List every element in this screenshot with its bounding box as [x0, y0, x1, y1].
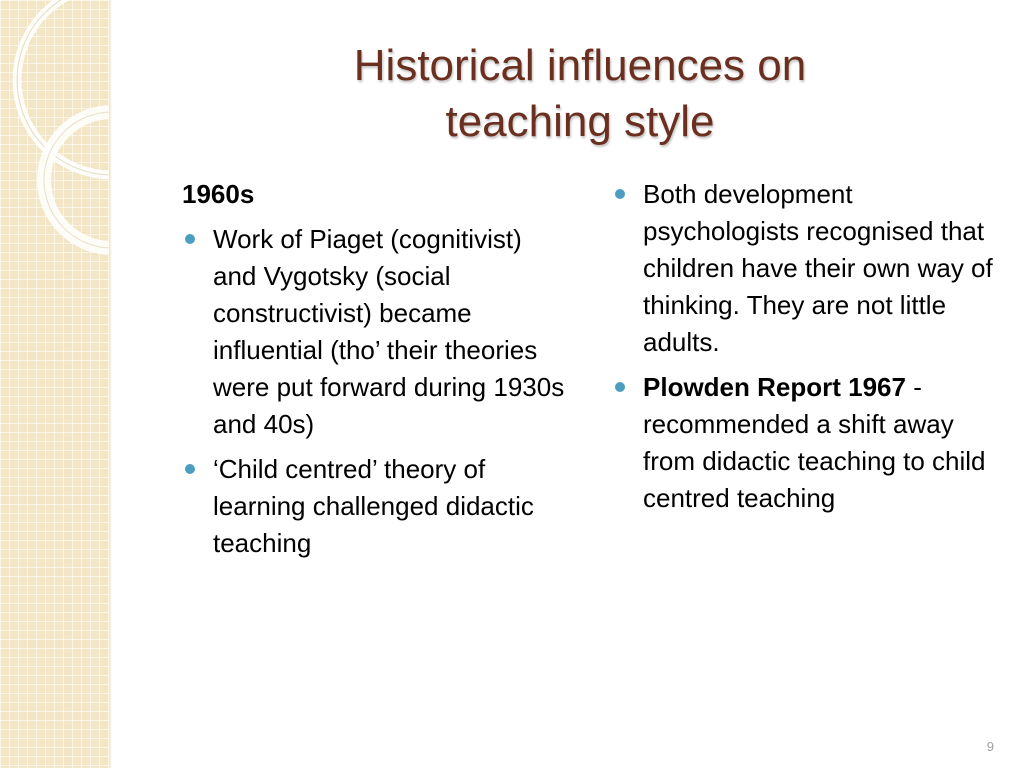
decorative-side-panel [0, 0, 112, 768]
page-number: 9 [986, 739, 994, 754]
left-column-heading: 1960s [182, 179, 255, 209]
bullet-text: Work of Piaget (cognitivist) and Vygotsky (social constructivist) became influential (tho’ their theories were put forward during 1930s and 40s) [213, 224, 565, 439]
bullet-dot-icon [185, 234, 195, 244]
right-bullet-list [612, 176, 1002, 517]
list-item [182, 451, 572, 562]
bullet-text: ‘Child centred’ theory of learning challenged didactic teaching [213, 454, 534, 558]
list-item [182, 221, 572, 443]
bullet-dot-icon [185, 464, 195, 474]
bullet-dot-icon [615, 382, 625, 392]
list-item [612, 176, 1002, 361]
bullet-text: -recommended a shift away from didactic teaching to child centred teaching [643, 372, 986, 513]
title-line-2: teaching style [445, 97, 715, 146]
decorative-rings-icon [0, 0, 112, 768]
left-column [182, 176, 572, 570]
bullet-dot-icon [615, 189, 625, 199]
right-column [612, 176, 1002, 525]
bullet-text: Both development psychologists recognised that children have their own way of thinking. They are not little adults. [643, 179, 993, 357]
left-bullet-list [182, 221, 572, 562]
slide-title [150, 38, 1010, 150]
list-item [612, 369, 1002, 517]
title-line-1: Historical influences on [353, 41, 807, 90]
plowden-report-label: Plowden Report 1967 [643, 372, 906, 402]
